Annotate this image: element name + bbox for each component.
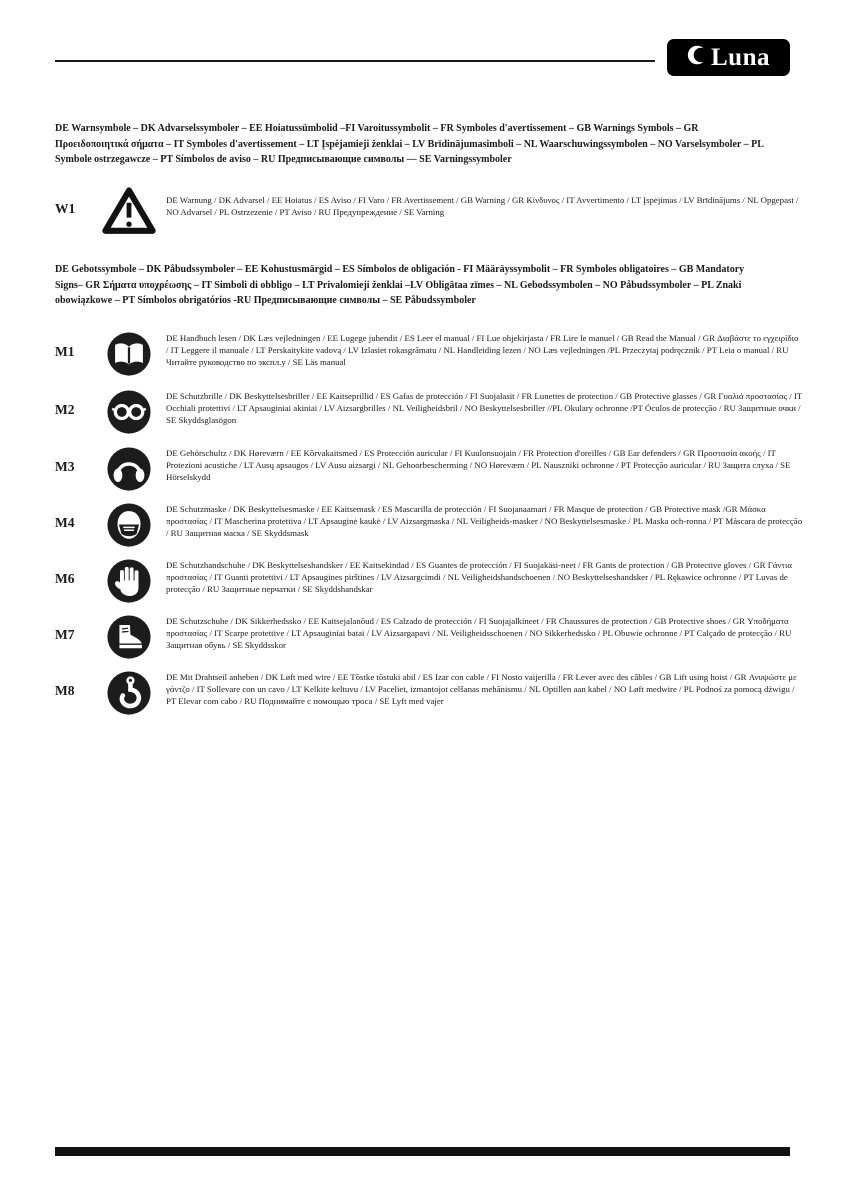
symbol-row-m1: [55, 331, 803, 377]
symbol-row-m2: [55, 389, 803, 435]
symbol-row-m3: [55, 446, 803, 492]
symbol-description: DE Schutzbrille / DK Beskyttelsesbriller / EE Kaitseprillid / ES Gafas de protección / FI Suojalasit / FR Lunettes de protection / GB Protective glasses / GR Γυαλιά προστασίας / IT Occhiali protettivi / LT Apsauginiai akiniai / LV Aizsargbrilles / NL Veiligheidsbril / NO Beskyttelsesbriller //PL Okulary ochronne /PT Óculos de protecção / RU Защитные очки / SE Skyddsglasögon: [166, 391, 803, 425]
protective-shoes-icon: [100, 614, 158, 660]
luna-crescent-icon: [687, 42, 709, 73]
read-manual-icon: [100, 331, 158, 377]
symbol-code: M2: [55, 402, 75, 417]
symbol-row-w1: [55, 186, 803, 237]
symbol-row-m7: [55, 614, 803, 660]
warning-triangle-icon: [100, 186, 158, 237]
luna-logo: [667, 39, 790, 76]
protective-glasses-icon: [100, 389, 158, 435]
ear-defenders-icon: [100, 446, 158, 492]
symbol-code: M4: [55, 515, 75, 530]
symbol-code: M6: [55, 571, 75, 586]
top-rule: [55, 60, 655, 62]
symbol-description: DE Gehörschultz / DK Høreværn / EE Kõrvakaitsmed / ES Protección auricular / FI Kuulonsuojain / FR Protection d'oreilles / GB Ear defenders / GR Προστασία ακοής / IT Protezioni acustiche / LT Ausų apsaugos / LV Ausu aizsargi / NL Gehoorbescherming / NO Høreværn / PL Nauszniki ochronne / PT Protecção auricular / RU Защита слуха / SE Hörselskydd: [166, 448, 791, 482]
lift-with-hoist-icon: [100, 670, 158, 716]
symbol-description: DE Warnung / DK Advarsel / EE Hoiatus / ES Aviso / FI Varo / FR Avertissement / GB Warning / GR Κίνδυνος / IT Avvertimento / LT Įspėjimas / LV Brīdinājums / NL Opgepast / NO Advarsel / PL Ostrzezenie / PT Aviso / RU Предупреждение / SE Varning: [166, 195, 799, 217]
protective-gloves-icon: [100, 558, 158, 604]
symbol-code: W1: [55, 201, 76, 216]
symbol-code: M7: [55, 627, 75, 642]
luna-logo-text: Luna: [711, 43, 770, 71]
symbol-code: M3: [55, 459, 75, 474]
symbol-description: DE Schutzmaske / DK Beskyttelsesmaske / EE Kaitsemask / ES Mascarilla de protección / FI Suojanaamari / FR Masque de protection / GB Protective mask /GR Μάσκα προστασίας / IT Mascherina protettiva / LT Apsauginė kaukė / LV Aizsargmaska / NL Veiligheids-masker / NO Beskyttelsesmaske / PL Maska och-ronna / PT Máscara de protecção / RU Защитная маска / SE Skyddsmask: [166, 504, 803, 538]
symbol-row-m6: [55, 558, 803, 604]
symbol-description: DE Handbuch lesen / DK Læs vejledningen / EE Lugege juhendit / ES Leer el manual / FI Lue ohjekirjasta / FR Lire le manuel / GB Read the Manual / GR Διαβάστε το εγχειρίδιο / IT Leggere il manuale / LT Perskaitykite vadovą / LV Izlasiet rokasgrāmatu / NL Handleiding lezen / NO Læs vejledningen /PL Przeczytaj podręcznik / PT Leia o manual / RU Читайте руководство по экспл.у / SE Läs manual: [166, 333, 799, 367]
symbol-description: DE Schutzhandschuhe / DK Beskyttelseshandsker / EE Kaitsekindad / ES Guantes de protección / FI Suojakäsi-neet / FR Gants de protection / GB Protective gloves / GR Γάντια προστασίας / IT Guanti protettivi / LT Apsaugines pirštines / LV Aizsargcimdi / NL Veiligheidshandschoenen / NO Beskyttelseshandsker / PL Rękawice ochronne / PT Luvas de protecção / RU Защитные перчатки / SE Skyddshandskar: [166, 560, 792, 594]
mandatory-symbols-heading: DE Gebotssymbole – DK Påbudssymboler – EE Kohustusmärgid – ES Símbolos de obligación - FI Määräyssymbolit – FR Symboles obligatoires – GB Mandatory Signs– GR Σήματα υποχρέωσης – IT Simboli di obbligo – LT Privalomieji ženklai –LV Obligātaa zīmes – NL Gebodssymbolen – NO Påbudssymboler – PL Znaki obowiązkowe – PT Símbolos obrigatórios -RU Предписывающие символы – SE Påbudssymboler: [55, 264, 745, 306]
symbol-description: DE Mit Drahtseil anheben / DK Løft med wire / EE Tõstke tõstuki abil / ES Izar con cable / FI Nosto vaijerilla / FR Lever avec des câbles / GB Lift using hoist / GR Ανυψώστε με γάντζο / IT Sollevare con un cavo / LT Kelkite keltuvu / LV Paceliet, izmantojot celšanas mehānismu / NL Optillen aan kabel / NO Løft medwire / PL Podnoś za pomocą dźwigu / PT Elevar com cabo / RU Поднимайте с помощью троса / SE Lyft med vajer: [166, 672, 797, 706]
warning-symbols-heading: DE Warnsymbole – DK Advarselssymboler – EE Hoiatussümbolid –FI Varoitussymbolit – FR Symboles d'avertissement – GB Warnings Symbols – GR Προειδοποιητικά σήματα – IT Symboles d'avertissement – LT Įspėjamieji ženklai – LV Brīdinājumasimboli – NL Waarschuwingssymbolen – NO Varselsymboler – PL Symbole ostrzegawcze – PT Símbolos de aviso – RU Предписывающие символы — SE Varningssymboler: [55, 123, 764, 165]
symbol-row-m8: [55, 670, 803, 716]
symbol-code: M1: [55, 344, 75, 359]
symbol-code: M8: [55, 683, 75, 698]
symbol-description: DE Schutzschuhe / DK Sikkerhedssko / EE Kaitsejalanõud / ES Calzado de protección / FI Suojajalkineet / FR Chaussures de protection / GB Protective shoes / GR Υποδήματα προστασίας / IT Scarpe protettive / LT Apsauginiai batai / LV Aizsargapavi / NL Veiligheidsschoenen / NO Sikkerhedssko / PL Obuwie ochronne / PT Calçado de protecção / RU Защитная обувь / SE Skyddsskor: [166, 616, 792, 650]
symbol-row-m4: [55, 502, 803, 548]
bottom-bar: [55, 1147, 790, 1156]
protective-mask-icon: [100, 502, 158, 548]
